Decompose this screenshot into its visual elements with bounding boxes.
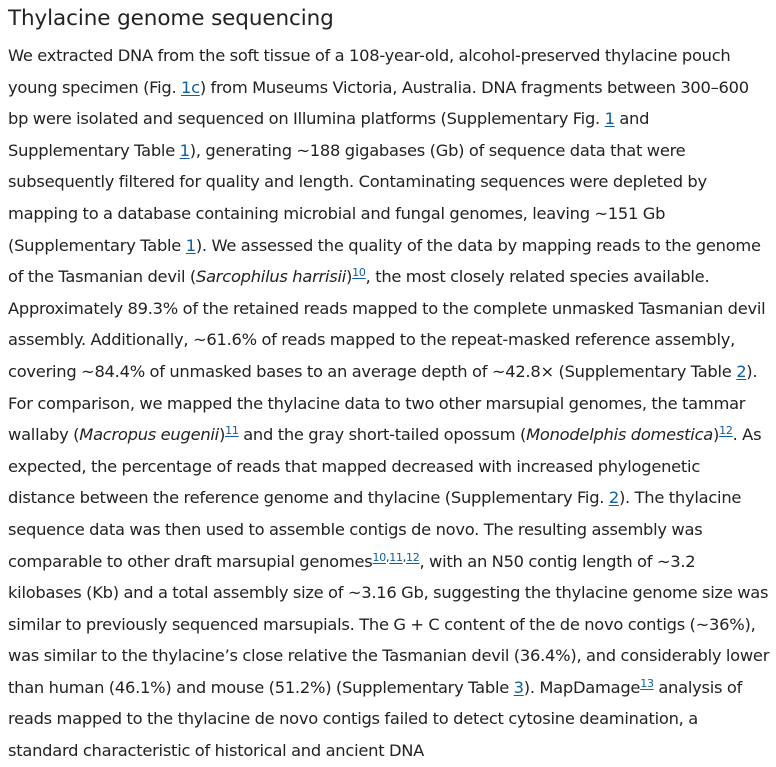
supplementary-table-link-2[interactable]: 2: [736, 361, 747, 381]
citation-separator: ,: [386, 550, 390, 564]
section-paragraph: [8, 40, 770, 767]
paragraph-text: ): [218, 425, 226, 445]
citation-link-11[interactable]: 11: [225, 424, 239, 438]
paragraph-text: and Supplementary Table: [8, 109, 650, 160]
supplementary-fig-link-2[interactable]: 2: [608, 488, 619, 508]
paragraph-text: ). For comparison, we mapped the thylacine data to two other marsupial genomes, the tammar wallaby (: [8, 361, 758, 445]
figure-link-1c[interactable]: 1c: [181, 77, 200, 97]
citation-link-13[interactable]: 13: [640, 676, 654, 690]
paragraph-text: . As expected, the percentage of reads that mapped decreased with increased phylogenetic distance between the reference genome and thylacine (Supplementary Fig.: [8, 425, 762, 508]
paragraph-text: ), generating ~188 gigabases (Gb) of sequence data that were subsequently filtered for quality and length. Contaminating sequences were depleted by mapping to a database containing microbial and fungal genomes, leaving ~151 Gb (Supplementary Table: [8, 140, 707, 255]
species-name: Macropus eugenii: [79, 425, 219, 445]
paragraph-text: , with an N50 contig length of ~3.2 kilobases (Kb) and a total assembly size of ~3.16 Gb, suggesting the thylacine genome size was similar to previously sequenced marsupials. The G + C content of the de novo contigs (~36%), was similar to the thylacine’s close relative the Tasmanian devil (36.4%), and considerably lower than human (46.1%) and mouse (51.2%) (Supplementary Table: [8, 551, 770, 697]
paragraph-text: ). We assessed the quality of the data by mapping reads to the genome of the Tasmanian devil (: [8, 235, 761, 287]
paragraph-text: ): [713, 425, 720, 445]
supplementary-table-link-1[interactable]: 1: [179, 140, 190, 160]
paragraph-text: ): [346, 267, 353, 287]
supplementary-table-link-3[interactable]: 3: [513, 677, 524, 697]
paragraph-text: ) from Museums Victoria, Australia. DNA fragments between 300–600 bp were isolated and sequenced on Illumina platforms (Supplementary Fig.: [8, 77, 749, 129]
citation-link-12[interactable]: 12: [406, 550, 420, 564]
article-section: [8, 0, 770, 767]
citation-separator: ,: [402, 550, 406, 564]
citation-link-10[interactable]: 10: [352, 266, 366, 280]
paragraph-text: analysis of reads mapped to the thylacine de novo contigs failed to detect cytosine deamination, a standard characteristic of historical and ancient DNA: [8, 677, 743, 761]
section-title: Thylacine genome sequencing: [8, 6, 334, 31]
paragraph-text: We extracted DNA from the soft tissue of a 108-year-old, alcohol-preserved thylacine pouch young specimen (Fig.: [8, 46, 731, 97]
supplementary-fig-link-1[interactable]: 1: [604, 109, 615, 129]
species-name: Monodelphis domestica: [526, 425, 714, 445]
citation-link-11[interactable]: 11: [389, 550, 403, 564]
paragraph-text: and the gray short-tailed opossum (: [238, 425, 527, 445]
species-name: Sarcophilus harrisii: [195, 267, 347, 287]
paragraph-text: ). MapDamage: [523, 677, 641, 697]
paragraph-text: ). The thylacine sequence data was then used to assemble contigs de novo. The resulting assembly was comparable to other draft marsupial genomes: [8, 488, 742, 571]
supplementary-table-link-1[interactable]: 1: [185, 235, 196, 255]
citation-link-10[interactable]: 10: [372, 550, 386, 564]
paragraph-text: , the most closely related species available. Approximately 89.3% of the retained reads mapped to the complete unmasked Tasmanian devil assembly. Additionally, ~61.6% of reads mapped to the repeat-masked reference assembly, covering ~84.4% of unmasked bases to an average depth of ~42.8× (Supplementary Table: [8, 267, 766, 381]
citation-link-12[interactable]: 12: [719, 424, 733, 438]
